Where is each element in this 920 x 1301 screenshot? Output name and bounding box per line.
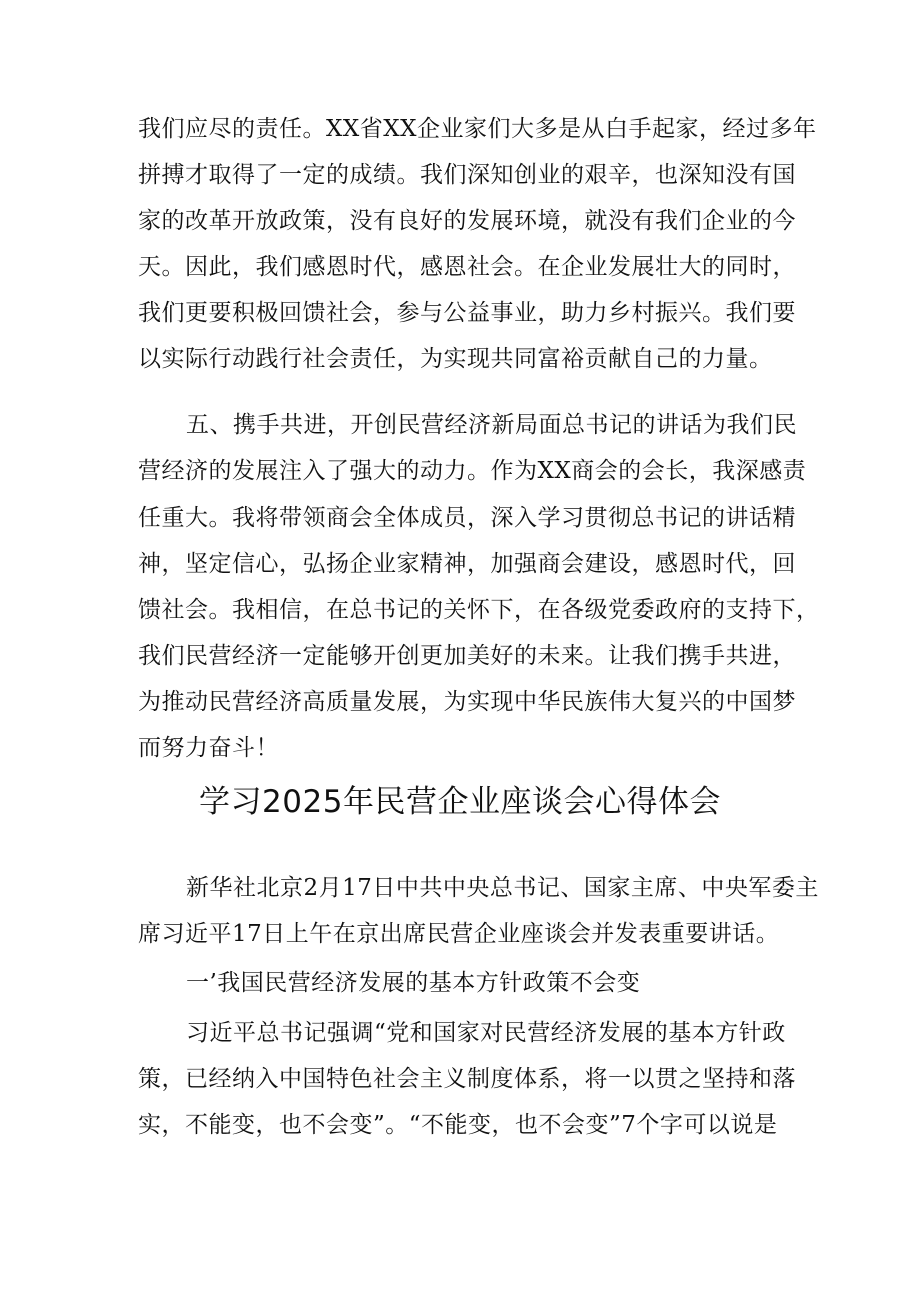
body-text-line: 席习近平17日上午在京出席民营企业座谈会并发表重要讲话。 (138, 921, 780, 947)
body-text-line: 实，不能变，也不会变”。“不能变，也不会变”7个字可以说是 (138, 1112, 778, 1138)
section-five-first-line: 五、携手共进，开创民营经济新局面总书记的讲话为我们民 (186, 412, 797, 438)
intro-first-line: 新华社北京2月17日中共中央总书记、国家主席、中央军委主 (186, 875, 819, 901)
body-text-line: 以实际行动践行社会责任，为实现共同富裕贡献自己的力量。 (138, 346, 773, 372)
section-heading-one: 一’我国民营经济发展的基本方针政策不会变 (186, 970, 641, 996)
body-text-line: 营经济的发展注入了强大的动力。作为XX商会的会长，我深感责 (138, 458, 807, 484)
body-text-line: 我们应尽的责任。XX省XX企业家们大多是从白手起家，经过多年 (138, 116, 817, 142)
body-text-line: 我们民营经济一定能够开创更加美好的未来。让我们携手共进， (138, 643, 796, 669)
body-text-line: 我们更要积极回馈社会，参与公益事业，助力乡村振兴。我们要 (138, 300, 796, 326)
paragraph-first-line: 习近平总书记强调“党和国家对民营经济发展的基本方针政 (186, 1020, 786, 1046)
body-text-line: 任重大。我将带领商会全体成员，深入学习贯彻总书记的讲话精 (138, 505, 796, 531)
body-text-line: 策，已经纳入中国特色社会主义制度体系，将一以贯之坚持和落 (138, 1066, 796, 1092)
body-text-line: 为推动民营经济高质量发展，为实现中华民族伟大复兴的中国梦 (138, 689, 796, 715)
body-text-line: 拼搏才取得了一定的成绩。我们深知创业的艰辛，也深知没有国 (138, 162, 796, 188)
body-text-line: 馈社会。我相信，在总书记的关怀下，在各级党委政府的支持下， (138, 597, 820, 623)
article-title: 学习2025年民营企业座谈会心得体会 (199, 784, 721, 820)
body-text-line: 神，坚定信心，弘扬企业家精神，加强商会建设，感恩时代，回 (138, 551, 796, 577)
body-text-line: 家的改革开放政策，没有良好的发展环境，就没有我们企业的今 (138, 208, 796, 234)
body-text-line: 而努力奋斗！ (138, 735, 279, 761)
body-text-line: 天。因此，我们感恩时代，感恩社会。在企业发展壮大的同时， (138, 254, 796, 280)
